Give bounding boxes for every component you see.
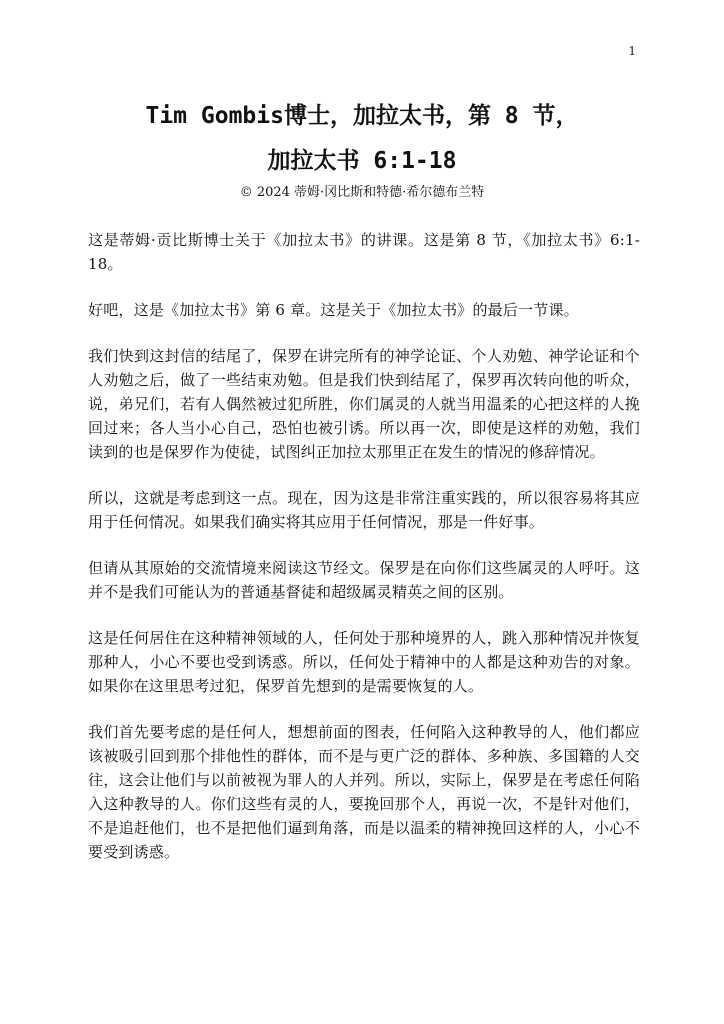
paragraph-3: 我们快到这封信的结尾了，保罗在讲完所有的神学论证、个人劝勉、神学论证和个人劝勉之后，做了一些结束劝勉。但是我们快到结尾了，保罗再次转向他的听众，说，弟兄们，若有人偶然被过犯所胜，你们属灵的人就当用温柔的心把这样的人挽回过来；各人当小心自己，恐怕也被引诱。所以再一次，即使是这样的劝勉，我们读到的也是保罗作为使徒，试图纠正加拉太那里正在发生的情况的修辞情况。 xyxy=(88,347,640,461)
paragraph-2: 好吧，这是《加拉太书》第 6 章。这是关于《加拉太书》的最后一节课。 xyxy=(88,301,579,319)
body-text xyxy=(88,228,640,886)
paragraph-5: 但请从其原始的交流情境来阅读这节经文。保罗是在向你们这些属灵的人呼吁。这并不是我们可能认为的普通基督徒和超级属灵精英之间的区别。 xyxy=(88,559,640,601)
paragraph-6: 这是任何居住在这种精神领域的人，任何处于那种境界的人，跳入那种情况并恢复那种人，小心不要也受到诱惑。所以，任何处于精神中的人都是这种劝告的对象。如果你在这里思考过犯，保罗首先想到的是需要恢复的人。 xyxy=(88,629,640,695)
title-line-2: 加拉太书 6:1-18 xyxy=(267,148,457,174)
paragraph-1: 这是蒂姆·贡比斯博士关于《加拉太书》的讲课。这是第 8 节，《加拉太书》6:1-18。 xyxy=(88,231,640,273)
paragraph-4: 所以，这就是考虑到这一点。现在，因为这是非常注重实践的，所以很容易将其应用于任何情况。如果我们确实将其应用于任何情况，那是一件好事。 xyxy=(88,489,640,531)
paragraph-7: 我们首先要考虑的是任何人，想想前面的图表，任何陷入这种教导的人，他们都应该被吸引回到那个排他性的群体，而不是与更广泛的群体、多种族、多国籍的人交往，这会让他们与以前被视为罪人的人并列。所以，实际上，保罗是在考虑任何陷入这种教导的人。你们这些有灵的人，要挽回那个人，再说一次，不是针对他们，不是追赶他们，也不是把他们逼到角落，而是以温柔的精神挽回这样的人，小心不要受到诱惑。 xyxy=(88,723,640,861)
title-line-1: Tim Gombis博士，加拉太书，第 8 节， xyxy=(145,103,579,129)
page-number: 1 xyxy=(628,44,636,58)
copyright-line: © 2024 蒂姆·冈比斯和特德·希尔德布兰特 xyxy=(239,185,485,200)
